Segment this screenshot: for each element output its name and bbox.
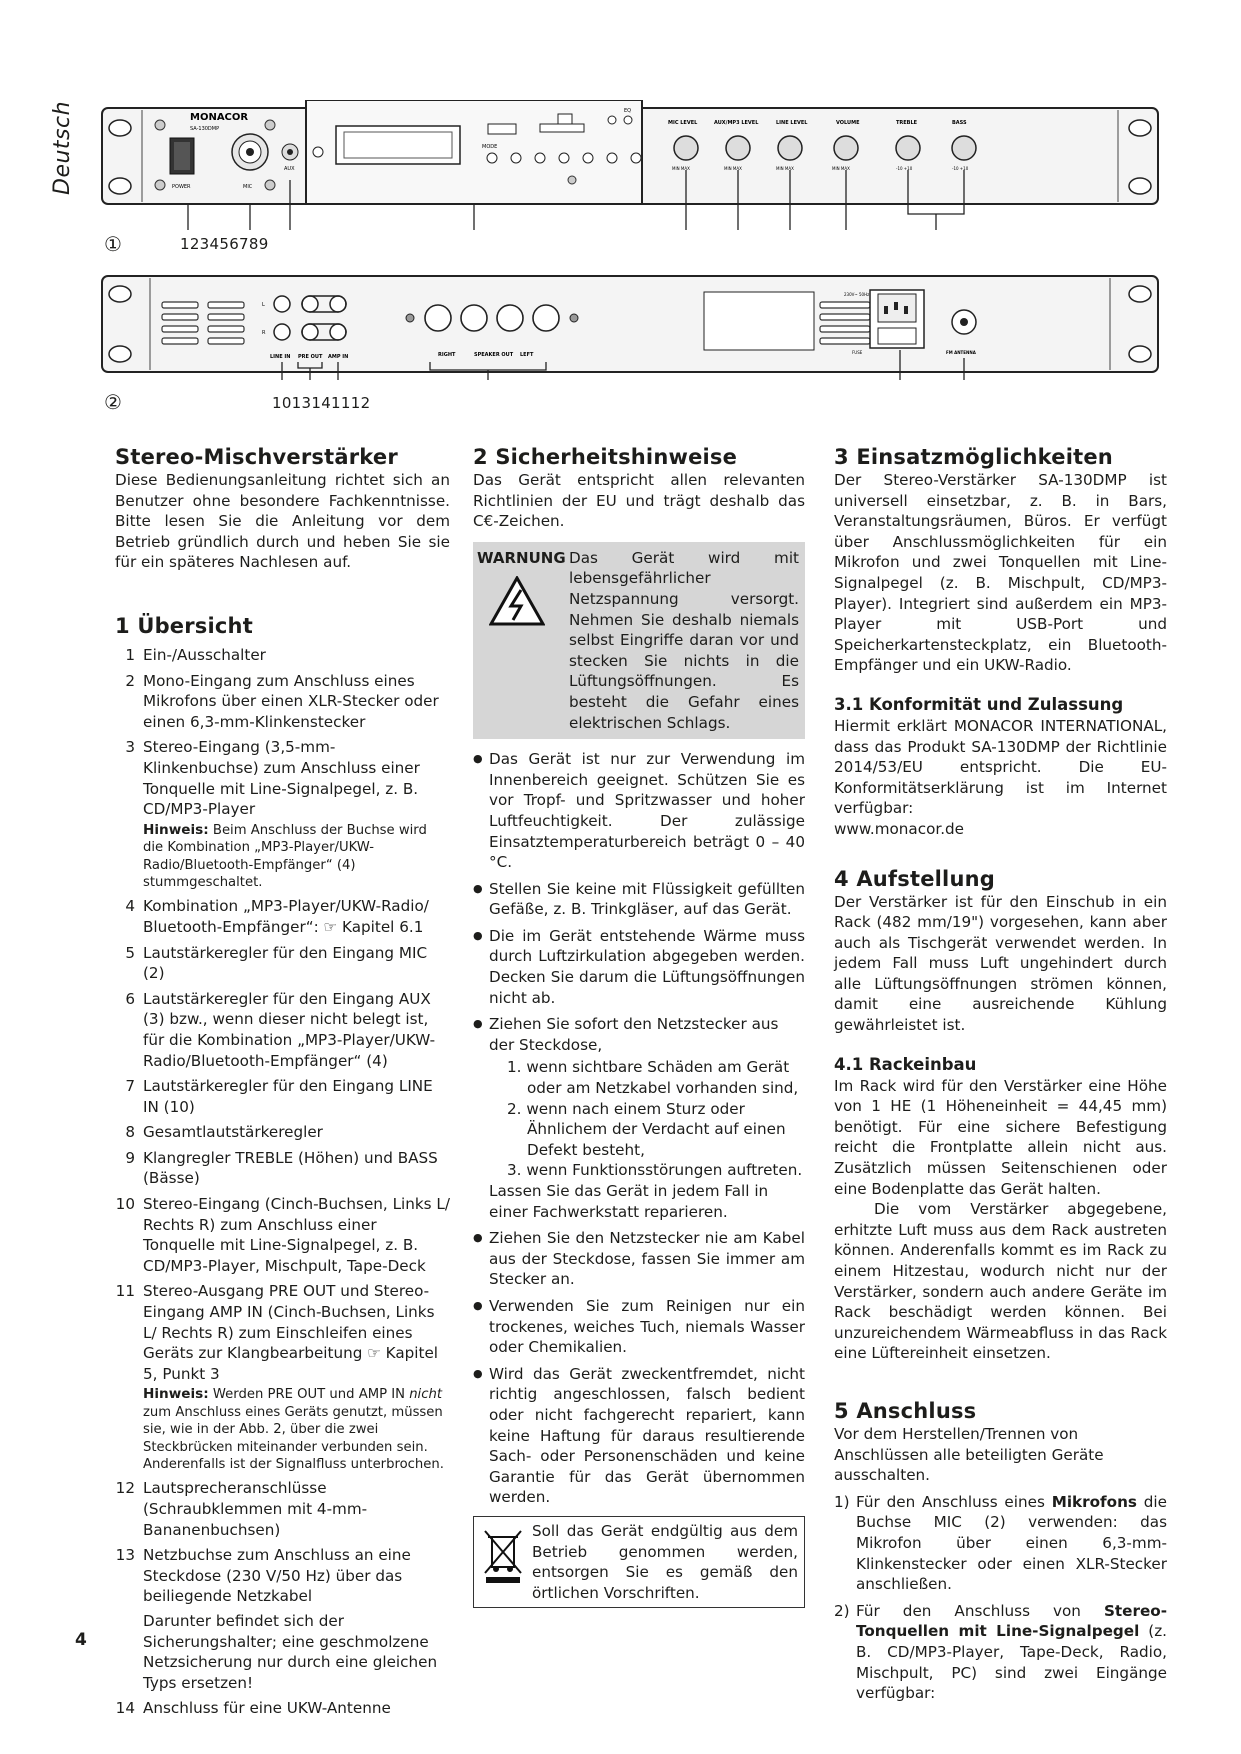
front-panel-figure — [100, 100, 1160, 260]
installation-heading: 4 Aufstellung — [834, 866, 995, 891]
list-item: 7 Lautstärkeregler für den Eingang LINE IN (10) — [125, 1077, 433, 1116]
mains-label: 230V~ 50Hz — [844, 292, 870, 297]
aux-level-scale: MIN MAX — [724, 166, 742, 171]
repair-note: Lassen Sie das Gerät in jedem Fall in einer Fachwerkstatt reparieren. — [489, 1182, 769, 1221]
column-3 — [834, 444, 1167, 1710]
list-item: 12 Lautsprecheranschlüsse (Schraubklemmen mit 4-mm-Bananenbuchsen) — [115, 1479, 368, 1539]
applications-text: Der Stereo-Verstärker SA-130DMP ist universell einsetzbar, z. B. in Bars, Veranstaltungsräumen, Büros. Er verfügt über Anschlussmöglichkeiten für ein Mikrofon und zwei Tonquellen mit Line-Signalpegel (z. B. Mischpult, CD/MP3-Player). Integriert sind außerdem ein MP3-Player mit USB-Port und Speicherkartensteckplatz, ein Bluetooth-Empfänger und ein UKW-Radio. — [834, 471, 1167, 675]
electric-hazard-icon — [489, 576, 545, 626]
fuse-label: FUSE — [852, 350, 863, 355]
column-1 — [115, 444, 450, 1724]
list-item: 2 Mono-Eingang zum Anschluss eines Mikrofons über einen XLR-Stecker oder einen 6,3-mm-Klinkenstecker — [125, 671, 439, 731]
figure-2-number: ② — [104, 390, 122, 414]
fuse-holder-note: Darunter befindet sich der Sicherungshalter; eine geschmolzene Netzsicherung nur durch eine gleichen Typs ersetzen! — [143, 1612, 438, 1692]
speaker-out-label: SPEAKER OUT — [474, 352, 514, 358]
bass-scale: -10 +10 — [952, 166, 969, 171]
left-channel-label: L — [262, 302, 265, 308]
intro-text: Diese Bedienungsanleitung richtet sich an Benutzer ohne besondere Fachkenntnisse. Bitte lesen Sie die Anleitung vor dem Betrieb gründlich durch und heben Sie sie für ein späteres Nachlesen auf. — [115, 471, 450, 572]
list-item: ● Das Gerät ist nur zur Verwendung im Innenbereich geeignet. Schützen Sie es vor Tropf- und Spritzwasser und hoher Luftfeuchtigkeit. Der zulässige Einsatztemperaturbereich beträgt 0 – 40 °C. — [473, 749, 805, 873]
list-item: 1 Ein-/Ausschalter — [125, 645, 266, 664]
defect-conditions-list — [489, 1057, 805, 1181]
list-item: 4 Kombination „MP3-Player/UKW-Radio/ Bluetooth-Empfänger“: ☞ Kapitel 6.1 — [125, 897, 429, 936]
model-label: SA-130DMP — [190, 126, 220, 132]
list-item: 2. wenn nach einem Sturz oder Ähnlichem der Verdacht auf einen Defekt besteht, — [507, 1099, 786, 1159]
power-label: POWER — [172, 184, 191, 190]
fm-antenna-label: FM ANTENNA — [946, 350, 976, 355]
rack-text-1: Im Rack wird für den Verstärker eine Höhe von 1 HE (1 Höheneinheit = 44,45 mm) benötigt. Für eine sichere Befestigung reicht die Frontplatte allein nicht aus. Zusätzlich müssen Seitenschienen oder eine Bodenplatte das Gerät halten. — [834, 1076, 1167, 1198]
crossed-bin-icon — [482, 1527, 524, 1585]
list-item: ● Verwenden Sie zum Reinigen nur ein trockenes, weiches Tuch, niemals Wasser oder Chemikalien. — [473, 1296, 805, 1358]
speaker-left-label: LEFT — [520, 352, 534, 358]
list-item: 11 Stereo-Ausgang PRE OUT und Stereo-Eingang AMP IN (Cinch-Buchsen, Links L/ Rechts R) zum Einschleifen eines Geräts zur Klangbearbeitung ☞ Kapitel 5, Punkt 3 Hinweis: Werden PRE OUT und AMP IN nicht zum Anschluss eines Geräts genutzt, müssen sie, wie in der Abb. 2, über die zwei Steckbrücken miteinander verbunden sein. Anderenfalls ist der Signalfluss unterbrochen. — [115, 1281, 450, 1473]
list-item: 2) Für den Anschluss von Stereo-Tonquellen mit Line-Signalpegel (z. B. CD/MP3-Player, Tape-Deck, Radio, Mischpult, PC) sind zwei Eingänge verfügbar: — [834, 1601, 1167, 1703]
connection-heading: 5 Anschluss — [834, 1398, 977, 1423]
treble-scale: -10 +10 — [896, 166, 913, 171]
speaker-right-label: RIGHT — [438, 352, 456, 358]
disposal-text: Soll das Gerät endgültig aus dem Betrieb genommen werden, entsorgen Sie es gemäß den örtlichen Vorschriften. — [532, 1521, 798, 1602]
figure-1-callouts: 123456789 — [180, 235, 269, 253]
brand-logo: MONACOR — [190, 112, 249, 123]
list-item: ● Die im Gerät entstehende Wärme muss durch Luftzirkulation abgegeben werden. Decken Sie darum die Lüftungsöffnungen nicht ab. — [473, 926, 805, 1008]
conformity-heading: 3.1 Konformität und Zulassung — [834, 694, 1124, 714]
list-item: 1. wenn sichtbare Schäden am Gerät oder am Netzkabel vorhanden sind, — [507, 1058, 799, 1098]
rack-text-2: Die vom Verstärker abgegebene, erhitzte Luft muss aus dem Rack austreten können. Anderenfalls kommt es im Rack zu einem Hitzestau, wodurch nicht nur der Verstärker, sondern auch andere Geräte im Rack beschädigt werden können. Bei unzureichendem Wärmeabfluss in das Rack eine Lüftereinheit einsetzen. — [834, 1200, 1167, 1363]
list-item: 3. wenn Funktionsstörungen auftreten. — [507, 1161, 803, 1180]
figure-2-callouts: 1013141112 — [272, 394, 371, 412]
rear-panel-figure — [100, 272, 1160, 412]
right-channel-label: R — [262, 330, 266, 336]
list-item: ● Ziehen Sie sofort den Netzstecker aus der Steckdose, 1. wenn sichtbare Schäden am Gerät oder am Netzkabel vorhanden sind, 2. wenn nach einem Sturz oder Ähnlichem der Verdacht auf einen Defekt besteht, 3. wenn Funktionsstörungen auftreten. Lassen Sie das Gerät in jedem Fall in einer Fachwerkstatt reparieren. — [473, 1014, 805, 1222]
note-item-11: Hinweis: Werden PRE OUT und AMP IN nicht zum Anschluss eines Geräts genutzt, müssen sie, wie in der Abb. 2, über die zwei Steckbrücken miteinander verbunden sein. Anderenfalls ist der Signalfluss unterbrochen. — [143, 1386, 444, 1473]
list-item: ● Ziehen Sie den Netzstecker nie am Kabel aus der Steckdose, fassen Sie immer am Stecker an. — [473, 1228, 805, 1290]
note-item-3: Hinweis: Beim Anschluss der Buchse wird die Kombination „MP3-Player/UKW-Radio/Bluetooth-Empfänger“ (4) stummgeschaltet. — [143, 821, 427, 890]
mic-level-scale: MIN MAX — [672, 166, 690, 171]
rack-heading: 4.1 Rackeinbau — [834, 1054, 977, 1074]
mic-label: MIC — [243, 184, 253, 190]
eq-label: EQ — [624, 108, 632, 114]
warning-label: WARNUNG — [477, 548, 566, 567]
list-item: 9 Klangregler TREBLE (Höhen) und BASS (Bässe) — [125, 1148, 438, 1188]
safety-intro: Das Gerät entspricht allen relevanten Richtlinien der EU und trägt deshalb das C€-Zeichen. — [473, 471, 805, 531]
list-item: 6 Lautstärkeregler für den Eingang AUX (3) bzw., wenn dieser nicht belegt ist, für die Kombination „MP3-Player/UKW-Radio/Bluetooth-Empfänger“ (4) — [125, 989, 436, 1070]
mic-level-label: MIC LEVEL — [668, 120, 698, 126]
list-item: 1) Für den Anschluss eines Mikrofons die Buchse MIC (2) verwenden: das Mikrofon über einen 6,3-mm-Klinkenstecker oder einen XLR-Stecker anschließen. — [834, 1492, 1168, 1594]
conformity-text: Hiermit erklärt MONACOR INTERNATIONAL, dass das Produkt SA-130DMP der Richtlinie 2014/53/EU entspricht. Die EU-Konformitätserklärung ist im Internet verfügbar: — [834, 716, 1167, 818]
connection-steps — [834, 1492, 1167, 1704]
warning-box — [473, 542, 805, 739]
treble-label: TREBLE — [896, 120, 918, 126]
mode-label: MODE — [482, 144, 498, 150]
safety-list — [473, 749, 805, 1508]
main-title: Stereo-Mischverstärker — [115, 445, 398, 469]
aux-label: AUX — [284, 166, 295, 172]
page-number: 4 — [75, 1630, 87, 1650]
pre-out-label: PRE OUT — [298, 354, 323, 360]
list-item: ● Stellen Sie keine mit Flüssigkeit gefüllten Gefäße, z. B. Trinkgläser, auf das Gerät. — [473, 879, 805, 920]
warning-text: Das Gerät wird mit lebensgefährlicher Netzspannung versorgt. Nehmen Sie deshalb niemals selbst Eingriffe daran vor und stecken Sie nichts in die Lüftungsöffnungen. Es besteht die Gefahr eines elektrischen Schlags. — [569, 548, 799, 732]
aux-mp3-level-label: AUX/MP3 LEVEL — [714, 120, 759, 126]
language-tab: Deutsch — [50, 100, 75, 195]
line-level-scale: MIN MAX — [776, 166, 794, 171]
connection-intro: Vor dem Herstellen/Trennen von Anschlüssen alle beteiligten Geräte ausschalten. — [834, 1424, 1104, 1485]
installation-text: Der Verstärker ist für den Einschub in ein Rack (482 mm/19") vorgesehen, kann aber auch als Tischgerät verwendet werden. In jedem Fall muss Luft ungehindert durch alle Lüftungsöffnungen strömen können, damit eine ausreichende Kühlung gewährleistet ist. — [834, 892, 1167, 1035]
line-level-label: LINE LEVEL — [776, 120, 808, 126]
volume-scale: MIN MAX — [832, 166, 850, 171]
column-2 — [473, 444, 805, 1608]
line-in-label: LINE IN — [270, 354, 291, 360]
rear-panel-drawing — [100, 272, 1160, 412]
safety-heading: 2 Sicherheitshinweise — [473, 445, 738, 469]
list-item: 8 Gesamtlautstärkeregler — [125, 1123, 323, 1142]
list-item: ● Wird das Gerät zweckentfremdet, nicht richtig angeschlossen, falsch bedient oder nicht fachgerecht repariert, kann keine Haftung für daraus resultierende Sach- oder Personenschäden und keine Garantie für das Gerät übernommen werden. — [473, 1364, 805, 1508]
website-link[interactable]: www.monacor.de — [834, 819, 965, 838]
bass-label: BASS — [952, 120, 967, 126]
overview-list — [115, 645, 450, 1719]
list-item: 13 Netzbuchse zum Anschluss an eine Steckdose (230 V/50 Hz) über das beiliegende Netzkabel Darunter befindet sich der Sicherungshalter; eine geschmolzene Netzsicherung nur durch eine gleichen Typs ersetzen! — [115, 1545, 450, 1693]
figure-1-number: ① — [104, 232, 122, 256]
list-item: 3 Stereo-Eingang (3,5-mm-Klinkenbuchse) zum Anschluss einer Tonquelle mit Line-Signalpegel, z. B. CD/MP3-Player Hinweis: Beim Anschluss der Buchse wird die Kombination „MP3-Player/UKW-Radio/Bluetooth-Empfänger“ (4) stummgeschaltet. — [115, 737, 450, 891]
applications-heading: 3 Einsatzmöglichkeiten — [834, 445, 1113, 469]
volume-label: VOLUME — [836, 120, 860, 126]
list-item: 10 Stereo-Eingang (Cinch-Buchsen, Links L/ Rechts R) zum Anschluss einer Tonquelle mit Line-Signalpegel, z. B. CD/MP3-Player, Mischpult, Tape-Deck — [115, 1195, 450, 1275]
amp-in-label: AMP IN — [328, 354, 349, 360]
disposal-box — [473, 1516, 805, 1608]
list-item: 5 Lautstärkeregler für den Eingang MIC (2) — [125, 943, 428, 983]
overview-heading: 1 Übersicht — [115, 613, 253, 638]
list-item: 14 Anschluss für eine UKW-Antenne — [115, 1699, 391, 1718]
